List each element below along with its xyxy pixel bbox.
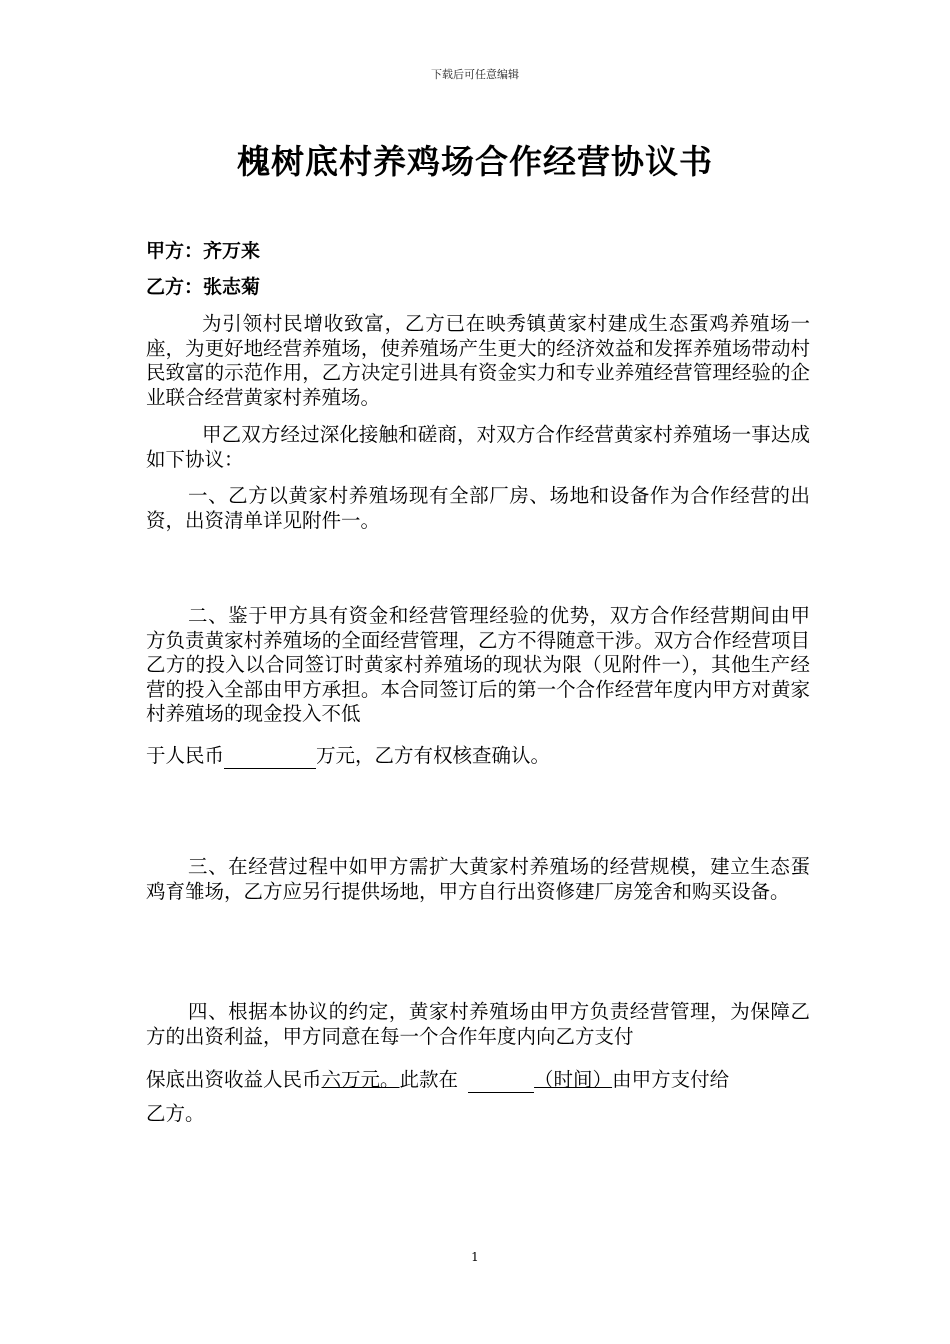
clause-4: 四、根据本协议的约定，黄家村养殖场由甲方负责经营管理，为保障乙方的出资利益，甲方同意在每一个合作年度内向乙方支付 [146, 1000, 810, 1048]
clause-2: 二、鉴于甲方具有资金和经营管理经验的优势，双方合作经营期间由甲方负责黄家村养殖场的全面经营管理，乙方不得随意干涉。双方合作经营项目乙方的投入以合同签订时黄家村养殖场的现状为限（见附件一），其他生产经营的投入全部由甲方承担。本合同签订后的第一个合作经营年度内甲方对黄家村养殖场的现金投入不低 [146, 604, 810, 725]
clause-4-payment-line [146, 1068, 810, 1093]
clause-4-line-a: 保底出资收益人民币 [146, 1068, 322, 1091]
party-b: 乙方：张志菊 [146, 276, 261, 298]
clause-4-time: （时间） [534, 1068, 613, 1091]
page-number: 1 [471, 1250, 479, 1264]
clause-2-tail-before: 于人民币 [146, 744, 225, 767]
clause-2-tail [146, 744, 810, 769]
clause-4-amount: 六万元。 [321, 1068, 400, 1091]
clause-4-line-b: 此款在 [399, 1068, 459, 1091]
clause-4-line-c: 由甲方支付给 [612, 1068, 730, 1091]
document-title: 槐树底村养鸡场合作经营协议书 [237, 142, 713, 181]
intro-paragraph-1: 为引领村民增收致富，乙方已在映秀镇黄家村建成生态蛋鸡养殖场一座，为更好地经营养殖场，使养殖场产生更大的经济效益和发挥养殖场带动村民致富的示范作用，乙方决定引进具有资金实力和专业养殖经营管理经验的企业联合经营黄家村养殖场。 [146, 312, 810, 409]
header-note: 下载后可任意编辑 [431, 68, 519, 81]
clause-4-end: 乙方。 [146, 1102, 205, 1125]
intro-paragraph-2: 甲乙双方经过深化接触和磋商，对双方合作经营黄家村养殖场一事达成如下协议： [146, 423, 810, 471]
clause-3: 三、在经营过程中如甲方需扩大黄家村养殖场的经营规模，建立生态蛋鸡育雏场，乙方应另行提供场地，甲方自行出资修建厂房笼舍和购买设备。 [146, 855, 810, 903]
amount-blank [224, 748, 316, 769]
clause-1: 一、乙方以黄家村养殖场现有全部厂房、场地和设备作为合作经营的出资，出资清单详见附件一。 [146, 484, 810, 532]
time-blank [468, 1072, 534, 1093]
party-a: 甲方：齐万来 [146, 240, 261, 262]
clause-2-tail-after: 万元，乙方有权核查确认。 [316, 744, 551, 767]
